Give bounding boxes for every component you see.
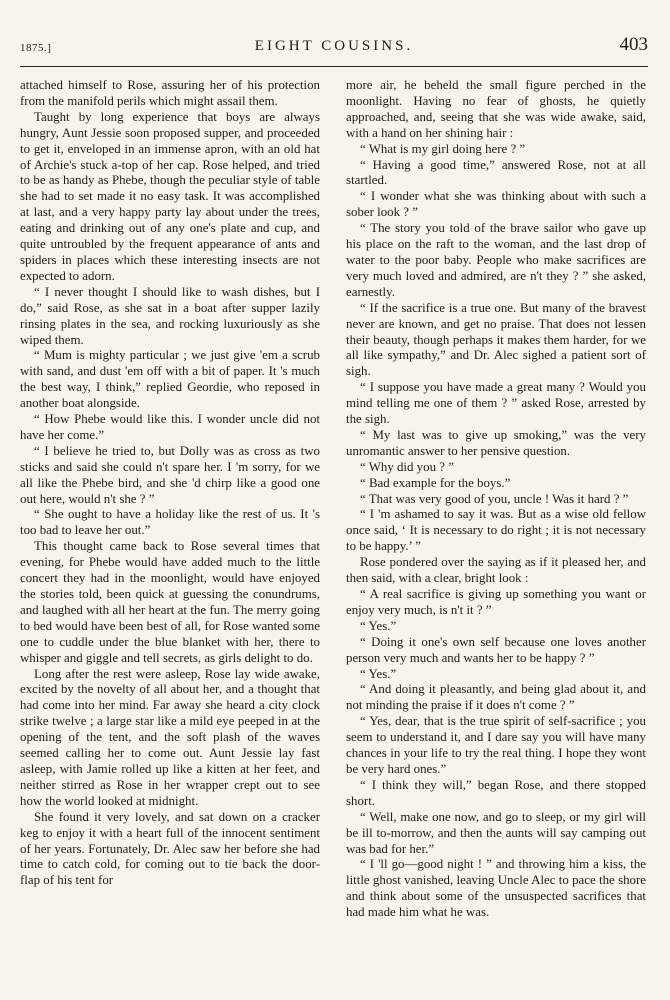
paragraph: “ The story you told of the brave sailor who gave up his place on the raft to the woman, and the last drop of water to the poor baby. People who make sacrifices are very much loved and admired, are n't they ? ” she asked, earnestly.	[346, 221, 646, 299]
paragraph: “ I 'll go—good night ! ” and throwing him a kiss, the little ghost vanished, leaving Uncle Alec to pace the shore and think about some of the unsuspected sacrifices that had made him what he was.	[346, 857, 646, 920]
paragraph: more air, he beheld the small figure perched in the moonlight. Having no fear of ghosts, he quietly approached, and, seeing that she was wide awake, said, with a hand on her shining hair :	[346, 78, 646, 140]
paragraph: “ A real sacrifice is giving up something you want or enjoy very much, is n't it ? ”	[346, 587, 646, 617]
paragraph: “ She ought to have a holiday like the rest of us. It 's too bad to leave her out.”	[20, 507, 320, 538]
paragraph: “ What is my girl doing here ? ”	[360, 141, 526, 156]
paragraph: “ Doing it one's own self because one loves another person very much and wants her to be happy ? ”	[346, 634, 646, 665]
paragraph: “ And doing it pleasantly, and being glad about it, and not minding the praise if it does n't come ? ”	[346, 682, 646, 713]
paragraph: “ Well, make one now, and go to sleep, or my girl will be ill to-morrow, and then the aunts will say camping out was bad for her.”	[346, 809, 646, 856]
paragraph: Rose pondered over the saying as if it pleased her, and then said, with a clear, bright look :	[346, 555, 646, 586]
text-columns	[20, 78, 650, 978]
paragraph: “ I 'm ashamed to say it was. But as a wise old fellow once said, ‘ It is necessary to do right ; it is not necessary to be happy.’ ”	[346, 507, 646, 554]
paragraph: “ My last was to give up smoking,” was the very unromantic answer to her pensive question.	[346, 427, 646, 458]
paragraph: “ Mum is mighty particular ; we just give 'em a scrub with sand, and dust 'em off with a bit of paper. It 's much the best way, I think,” replied Geordie, who reposed in another boat alongside.	[20, 348, 320, 411]
paragraph: “ I believe he tried to, but Dolly was as cross as two sticks and said she could n't spare her. I 'm sorry, for we all like the Phebe bird, and she 'd chirp like a good one out here, would n't she ? ”	[20, 443, 320, 506]
paragraph: “ Having a good time,” answered Rose, not at all startled.	[346, 157, 646, 188]
paragraph: “ Yes.”	[360, 618, 397, 633]
paragraph: “ How Phebe would like this. I wonder uncle did not have her come.”	[20, 412, 320, 442]
paragraph: This thought came back to Rose several times that evening, for Phebe would have added much to the little concert they had in the moonlight, would have enjoyed the stories told, been quick at guessing the conundrums, and laughed with all her heart at the fun. The merry going to bed would have been best of all, for Rose wanted some one to cuddle under the blue blanket with her, there to whisper and giggle and tell secrets, as girls delight to do.	[20, 539, 320, 665]
paragraph: “ I wonder what she was thinking about with such a sober look ? ”	[346, 189, 646, 220]
paragraph: “ Yes.”	[360, 666, 397, 681]
paragraph: Taught by long experience that boys are always hungry, Aunt Jessie soon proposed supper, and proceeded to get it, enveloped in an immense apron, with an old hat of Archie's stuck a-top of her cap. Rose helped, and tried to be as handy as Phebe, though the peculiar style of table she had to set made it no easy task. It was accomplished at last, and a very happy party lay about under the trees, eating and drinking out of any one's plate and cup, and quite untroubled by the frequent appearance of ants and spiders in places which these interesting insects are not expected to adorn.	[20, 109, 320, 283]
header-title: EIGHT COUSINS.	[254, 38, 414, 54]
paragraph: “ I think they will,” began Rose, and there stopped short.	[346, 777, 646, 808]
paragraph: attached himself to Rose, assuring her of his protection from the manifold perils which might assail them.	[20, 78, 320, 108]
paragraph: “ If the sacrifice is a true one. But many of the bravest never are known, and get no praise. That does not lessen their beauty, though perhaps it makes them harder, for we all like sympathy,” and Dr. Alec sighed a patient sort of sigh.	[346, 300, 646, 379]
page-number: 403	[619, 34, 648, 55]
paragraph: “ Why did you ? ”	[360, 459, 454, 474]
left-column	[20, 78, 320, 978]
paragraph: “ That was very good of you, uncle ! Was it hard ? ”	[360, 491, 629, 506]
paragraph: She found it very lovely, and sat down on a cracker keg to enjoy it with a heart full of the innocent sentiment of her years. Fortunately, Dr. Alec saw her before she had time to catch cold, for coming out to tie back the door-flap of his tent for	[20, 809, 320, 888]
paragraph: “ I suppose you have made a great many ? Would you mind telling me one of them ? ” asked Rose, arrested by the sigh.	[346, 380, 646, 427]
header-date: 1875.]	[20, 42, 52, 54]
paragraph: Long after the rest were asleep, Rose lay wide awake, excited by the novelty of all about her, and a thought that had come into her mind. Far away she heard a city clock strike twelve ; a large star like a mild eye peeped in at the opening of the tent, and the soft plash of the waves seemed calling her to come out. Aunt Jessie lay fast asleep, with Jamie rolled up like a kitten at her feet, and neither stirred as Rose in her wrapper crept out to see how the world looked at midnight.	[20, 666, 320, 808]
right-column	[346, 78, 646, 978]
header-rule	[20, 66, 648, 67]
paragraph: “ I never thought I should like to wash dishes, but I do,” said Rose, as she sat in a boat after supper lazily rinsing plates in the sea, and rocking luxuriously as she wiped them.	[20, 284, 320, 347]
running-header	[20, 32, 648, 62]
paragraph: “ Bad example for the boys.”	[360, 475, 511, 490]
paragraph: “ Yes, dear, that is the true spirit of self-sacrifice ; you seem to understand it, and I dare say you will have many chances in your life to try the real thing. I hope they wont be very hard ones.”	[346, 714, 646, 776]
